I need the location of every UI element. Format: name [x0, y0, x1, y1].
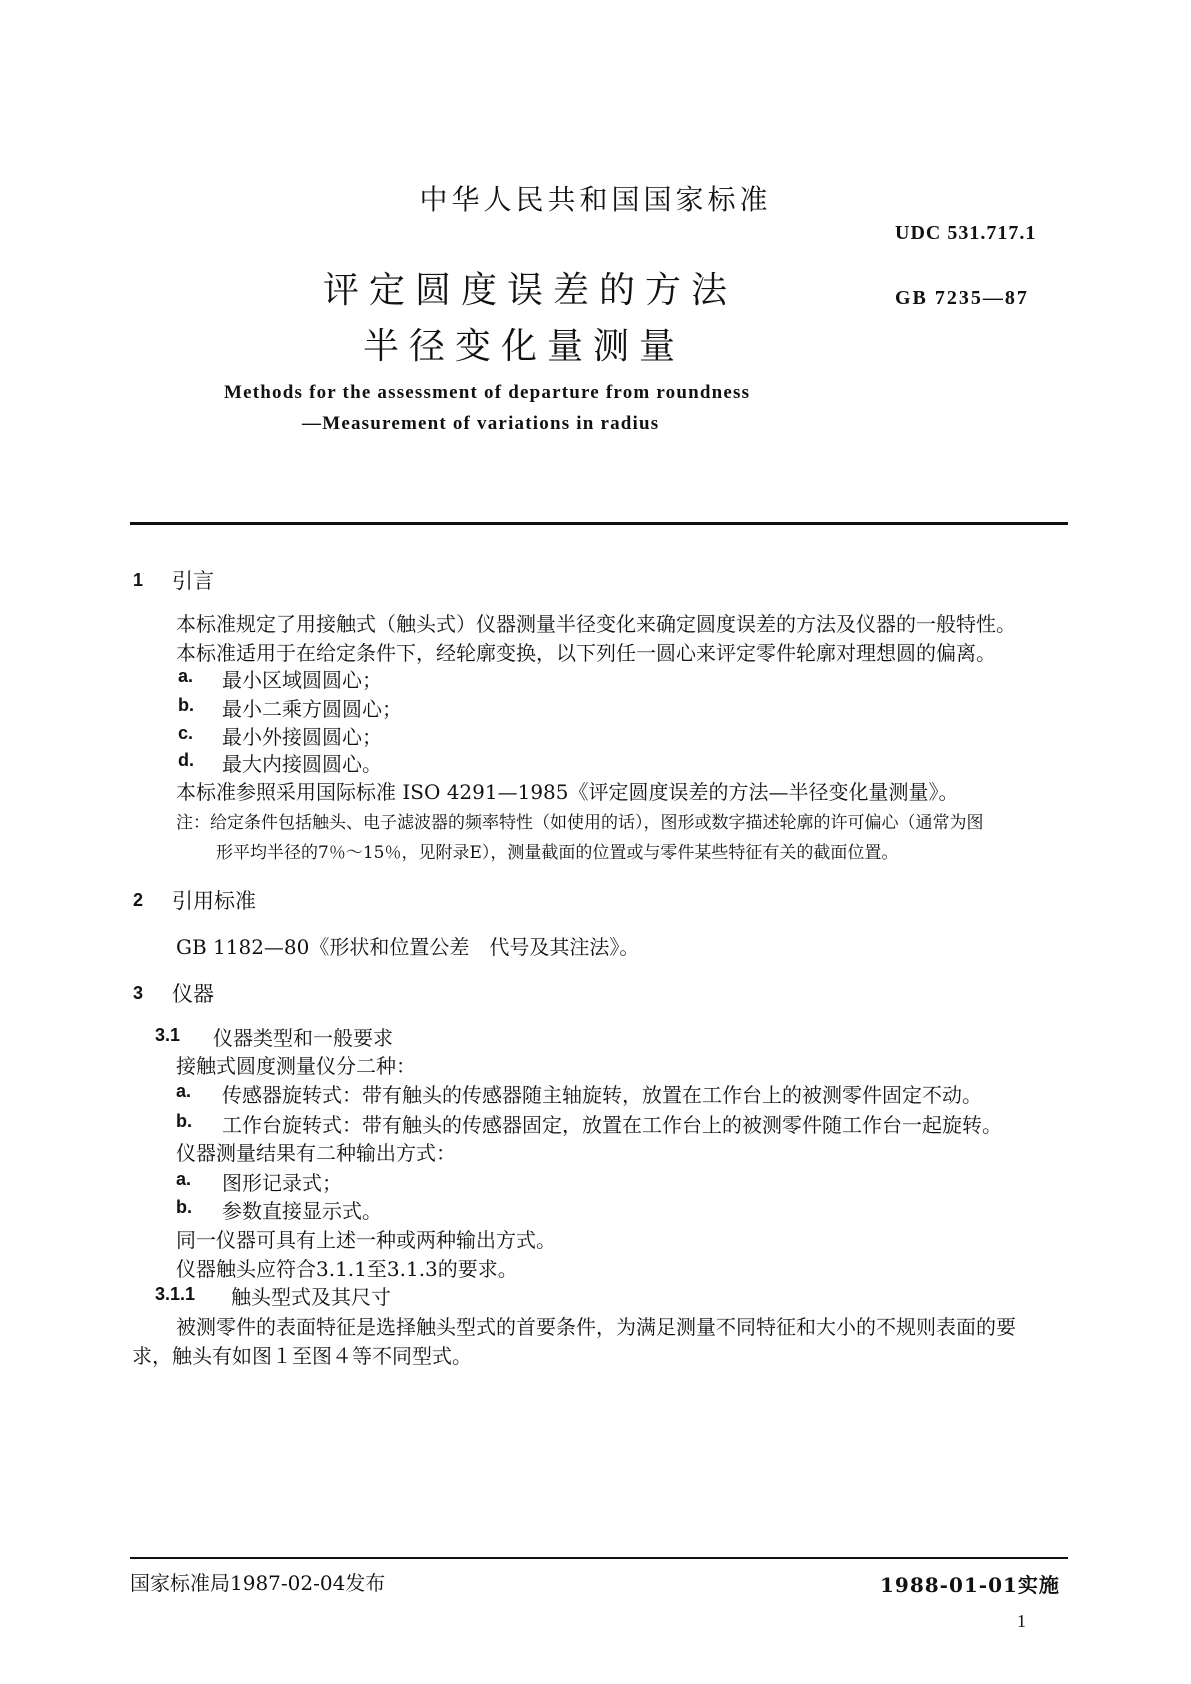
list-item: 传感器旋转式：带有触头的传感器随主轴旋转，放置在工作台上的被测零件固定不动。	[222, 1083, 982, 1107]
section-3-1-1-heading: 触头型式及其尺寸	[231, 1285, 391, 1309]
section-3-1-heading: 仪器类型和一般要求	[213, 1026, 393, 1050]
section-3-1-paragraph-4: 仪器触头应符合3.1.1至3.1.3的要求。	[176, 1257, 518, 1281]
list-item: 最小二乘方圆圆心；	[222, 697, 402, 721]
section-2-paragraph-1: GB 1182—80《形状和位置公差 代号及其注法》。	[176, 935, 640, 959]
section-3-1-paragraph-3: 同一仪器可具有上述一种或两种输出方式。	[176, 1228, 556, 1252]
section-1-note-line2: 形平均半径的7％～15％，见附录E），测量截面的位置或与零件某些特征有关的截面位置。	[216, 843, 899, 863]
issue-date: 国家标准局1987-02-04发布	[130, 1571, 386, 1595]
section-1-heading: 引言	[172, 569, 214, 593]
section-1-number: 1	[133, 570, 144, 590]
section-3-1-paragraph-2: 仪器测量结果有二种输出方式：	[176, 1141, 456, 1165]
section-1-paragraph-1: 本标准规定了用接触式（触头式）仪器测量半径变化来确定圆度误差的方法及仪器的一般特性。	[176, 612, 1016, 636]
list-item-label: d.	[178, 750, 194, 770]
list-item: 图形记录式；	[222, 1171, 342, 1195]
section-1-paragraph-2: 本标准适用于在给定条件下，经轮廓变换，以下列任一圆心来评定零件轮廓对理想圆的偏离。	[176, 641, 996, 665]
list-item-label: a.	[176, 1169, 192, 1189]
title-en-line1: Methods for the assessment of departure from roundness	[224, 382, 751, 403]
section-3-1-number: 3.1	[155, 1025, 181, 1045]
list-item: 工作台旋转式：带有触头的传感器固定，放置在工作台上的被测零件随工作台一起旋转。	[222, 1113, 1002, 1137]
list-item: 参数直接显示式。	[222, 1199, 382, 1223]
section-3-1-1-paragraph-2: 求，触头有如图１至图４等不同型式。	[132, 1344, 472, 1368]
section-1-note-line1: 注：给定条件包括触头、电子滤波器的频率特性（如使用的话），图形或数字描述轮廓的许可偏心（通常为图	[176, 813, 984, 833]
list-item: 最小外接圆圆心；	[222, 725, 382, 749]
section-1-paragraph-3: 本标准参照采用国际标准 ISO 4291—1985《评定圆度误差的方法—半径变化量测量》。	[176, 780, 959, 804]
list-item-label: c.	[178, 723, 194, 743]
header-divider	[130, 522, 1068, 525]
list-item-label: b.	[176, 1197, 192, 1217]
gb-standard-number: GB 7235—87	[895, 287, 1029, 309]
list-item-label: a.	[176, 1081, 192, 1101]
section-3-heading: 仪器	[172, 982, 214, 1006]
section-3-1-paragraph-1: 接触式圆度测量仪分二种：	[176, 1054, 416, 1078]
list-item: 最小区域圆圆心；	[222, 668, 382, 692]
list-item: 最大内接圆圆心。	[222, 752, 382, 776]
issuing-country-standard-title: 中华人民共和国国家标准	[419, 183, 772, 216]
page-number: 1	[1017, 1611, 1026, 1631]
section-3-number: 3	[133, 983, 144, 1003]
section-2-heading: 引用标准	[172, 889, 256, 913]
section-2-number: 2	[133, 890, 144, 910]
effective-date: 1988-01-01实施	[880, 1573, 1060, 1597]
list-item-label: b.	[178, 695, 194, 715]
section-3-1-1-paragraph-1: 被测零件的表面特征是选择触头型式的首要条件，为满足测量不同特征和大小的不规则表面的要	[176, 1315, 1016, 1339]
udc-code: UDC 531.717.1	[895, 222, 1037, 244]
list-item-label: a.	[178, 666, 194, 686]
section-3-1-1-number: 3.1.1	[155, 1284, 196, 1304]
title-cn-line1: 评定圆度误差的方法	[323, 270, 738, 311]
title-cn-line2: 半径变化量测量	[363, 326, 686, 367]
footer-divider	[130, 1557, 1068, 1559]
title-en-line2: —Measurement of variations in radius	[302, 413, 660, 434]
list-item-label: b.	[176, 1111, 192, 1131]
